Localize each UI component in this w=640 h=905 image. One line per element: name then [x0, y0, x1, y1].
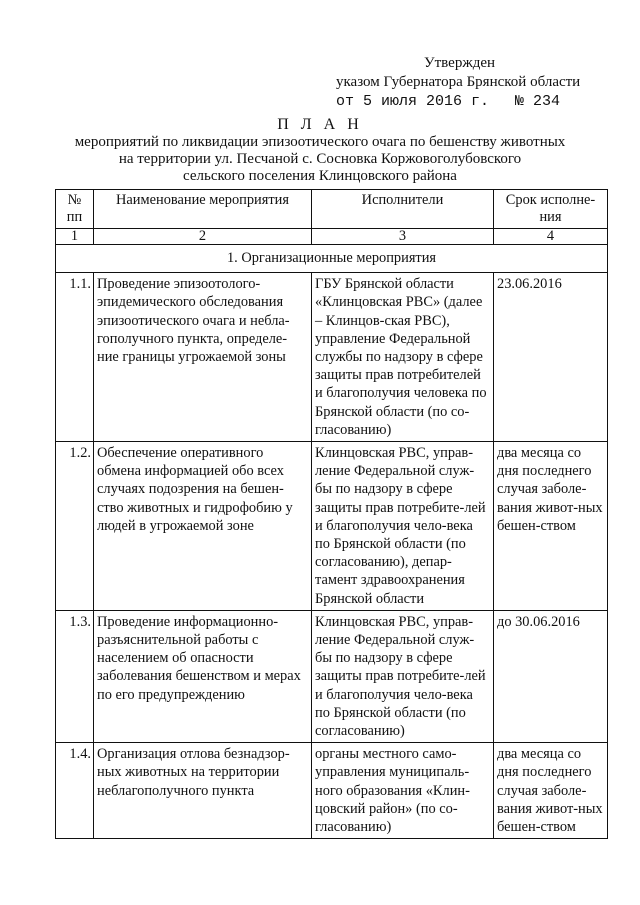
section-title: 1. Организационные мероприятия [56, 245, 608, 273]
subtitle-line: на территории ул. Песчаной с. Сосновка Коржовоголубовского [118, 151, 522, 167]
table-row [56, 743, 608, 839]
measures-table [55, 189, 608, 839]
row-deadline: два месяца со дня последнего случая заболе-вания живот-ных бешен-ством [494, 442, 608, 611]
approval-authority: указом Губернатора Брянской области [336, 74, 581, 90]
row-executors: Клинцовская РВС, управ-ление Федеральной служ-бы по надзору в сфере защиты прав потребите-лей и благополучия чело-века по Брянской области (по согласованию), депар-тамент здравоохранения Брянской области [312, 442, 494, 611]
column-index: 1 [56, 229, 94, 245]
column-index-row [56, 229, 608, 245]
approval-stamp [336, 54, 580, 111]
header-name: Наименование мероприятия [94, 190, 312, 229]
subtitle-line: мероприятий по ликвидации эпизоотического очага по бешенству животных [74, 134, 566, 150]
row-measure: Проведение эпизоотолого-эпидемического обследования эпизоотического очага и небла-гополучного пункта, определе-ние границы угрожаемой зоны [94, 273, 312, 442]
approval-number: № 234 [515, 93, 561, 110]
row-number: 1.1. [56, 273, 94, 442]
row-deadline: 23.06.2016 [494, 273, 608, 442]
header-no: № пп [56, 190, 94, 229]
row-measure: Проведение информационно-разъяснительной работы с населением об опасности заболевания бешенством и мерах по его предупреждению [94, 610, 312, 742]
approval-date-line [336, 92, 580, 111]
table-row [56, 610, 608, 742]
header-executors: Исполнители [312, 190, 494, 229]
header-deadline: Срок исполне-ния [494, 190, 608, 229]
row-executors: ГБУ Брянской области «Клинцовская РВС» (далее – Клинцов-ская РВС), управление Федеральной службы по надзору в сфере защиты прав потребителей и благополучия человека по Брянской области (по со-гласованию) [312, 273, 494, 442]
row-deadline: два месяца со дня последнего случая заболе-вания живот-ных бешен-ством [494, 743, 608, 839]
table-row [56, 442, 608, 611]
row-deadline: до 30.06.2016 [494, 610, 608, 742]
subtitle-line: сельского поселения Клинцовского района [183, 168, 457, 184]
table-row [56, 273, 608, 442]
row-number: 1.2. [56, 442, 94, 611]
row-measure: Обеспечение оперативного обмена информацией обо всех случаях подозрения на бешен-ство животных и гидрофобию у людей в угрожаемой зоне [94, 442, 312, 611]
row-number: 1.3. [56, 610, 94, 742]
column-index: 3 [312, 229, 494, 245]
row-measure: Организация отлова безнадзор-ных животных на территории неблагополучного пункта [94, 743, 312, 839]
column-index: 2 [94, 229, 312, 245]
section-row [56, 245, 608, 273]
row-executors: Клинцовская РВС, управ-ление Федеральной служ-бы по надзору в сфере защиты прав потребите-лей и благополучия чело-века по Брянской области (по согласованию) [312, 610, 494, 742]
document-subtitle [70, 134, 570, 185]
row-number: 1.4. [56, 743, 94, 839]
approval-date: от 5 июля 2016 г. [336, 93, 490, 110]
column-index: 4 [494, 229, 608, 245]
row-executors: органы местного само-управления муниципаль-ного образования «Клин-цовский район» (по со-гласованию) [312, 743, 494, 839]
document-title: П Л А Н [277, 116, 363, 133]
approval-title: Утвержден [424, 55, 496, 71]
table-header-row [56, 190, 608, 229]
